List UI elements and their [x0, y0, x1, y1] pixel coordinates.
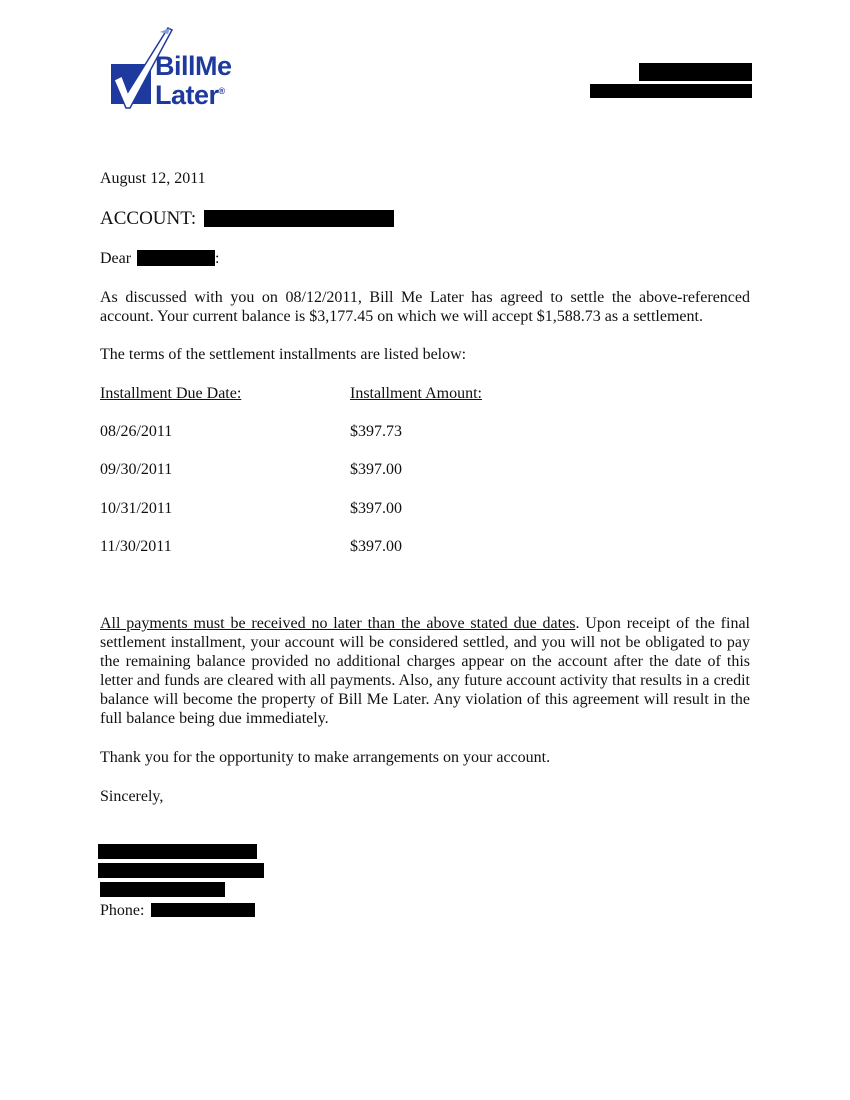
- row-3-date: 10/31/2011: [100, 500, 173, 517]
- thanks-line: Thank you for the opportunity to make arrangements on your account.: [100, 749, 551, 766]
- salutation-dear: Dear: [100, 250, 132, 267]
- salutation-colon: :: [215, 250, 220, 267]
- row-1-date: 08/26/2011: [100, 423, 173, 440]
- row-1-amount: $397.73: [350, 423, 402, 440]
- redacted-signer-dept: [100, 882, 225, 897]
- terms-line: The terms of the settlement installments are listed below:: [100, 346, 467, 363]
- redacted-address-line-2: [590, 84, 752, 98]
- row-4-date: 11/30/2011: [100, 538, 172, 555]
- row-4-amount: $397.00: [350, 538, 402, 555]
- redacted-account-number: [204, 210, 394, 227]
- redacted-recipient-name: [137, 250, 215, 266]
- bill-me-later-logo: [108, 26, 258, 112]
- account-label: ACCOUNT:: [100, 208, 197, 229]
- logo-line-2: Later®: [155, 80, 226, 110]
- header-amount: Installment Amount:: [350, 385, 482, 402]
- letter-date: August 12, 2011: [100, 170, 206, 187]
- redacted-signer-name: [98, 844, 257, 859]
- conditions-underlined: All payments must be received no later than the above stated due dates: [100, 615, 576, 632]
- header-due-date: Installment Due Date:: [100, 385, 242, 402]
- redacted-phone-number: [151, 903, 255, 917]
- redacted-signer-title: [98, 863, 264, 878]
- row-2-date: 09/30/2011: [100, 461, 173, 478]
- closing: Sincerely,: [100, 788, 164, 805]
- conditions-paragraph: [100, 614, 750, 728]
- registered-mark: ®: [218, 86, 226, 96]
- logo-wordmark: [155, 51, 232, 110]
- logo-line-1: BillMe: [155, 51, 232, 81]
- conditions-rest: . Upon receipt of the final settlement installment, your account will be considered settled, and you will not be obligated to pay the remaining balance provided no additional charges appear on the account after the date of this letter and funds are cleared with all payments. Also, any future account activity that results in a credit balance will become the property of Bill Me Later. Any violation of this agreement will result in the full balance being due immediately.: [100, 615, 750, 727]
- row-3-amount: $397.00: [350, 500, 402, 517]
- phone-label: Phone:: [100, 902, 145, 919]
- intro-paragraph: As discussed with you on 08/12/2011, Bill Me Later has agreed to settle the above-referenced account. Your current balance is $3,177.45 on which we will accept $1,588.73 as a settlement.: [100, 289, 750, 325]
- redacted-address-line-1: [639, 63, 752, 81]
- row-2-amount: $397.00: [350, 461, 402, 478]
